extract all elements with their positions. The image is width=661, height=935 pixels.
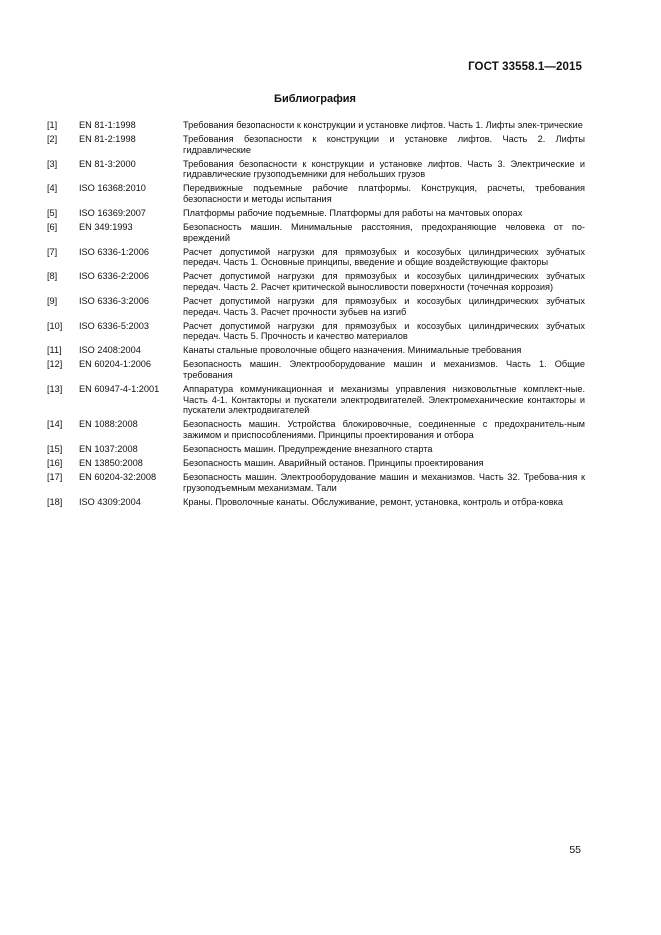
section-title: Библиография (274, 93, 356, 105)
bibliography-entry (47, 222, 585, 244)
entry-number: [9] (47, 295, 58, 306)
entry-number: [5] (47, 207, 58, 218)
bibliography-entry (47, 384, 585, 416)
entry-title: Аппаратура коммуникационная и механизмы управления низковольтные комплект-ные. Часть 4-1. Контакторы и пускатели электродвигателей. Электромеханические контакторы и пускатели электродвигателей (183, 383, 585, 416)
entry-number: [17] (47, 471, 63, 482)
entry-number: [3] (47, 158, 58, 169)
entry-title: Расчет допустимой нагрузки для прямозубых и косозубых цилиндрических зубчатых передач. Часть 2. Расчет критической выносливости поверхности (точечная коррозия) (183, 271, 585, 293)
entry-title: Расчет допустимой нагрузки для прямозубых и косозубых цилиндрических зубчатых передач. Часть 3. Расчет прочности зубьев на изгиб (183, 295, 585, 317)
bibliography-entry (47, 159, 585, 181)
entry-title: Передвижные подъемные рабочие платформы. Конструкция, расчеты, требования безопасности и методы испытания (183, 183, 585, 205)
entry-title: Расчет допустимой нагрузки для прямозубых и косозубых цилиндрических зубчатых передач. Часть 1. Основные принципы, введение и общие воздействующие факторы (183, 246, 585, 268)
entry-title: Безопасность машин. Минимальные расстояния, предохраняющие человека от по-вреждений (183, 221, 585, 243)
entry-code: ISO 2408:2004 (79, 345, 141, 356)
entry-number: [15] (47, 444, 63, 455)
bibliography-entry (47, 271, 585, 293)
entry-title: Безопасность машин. Электрооборудование машин и механизмов. Часть 1. Общие требования (183, 359, 585, 380)
entry-title: Требования безопасности к конструкции и установке лифтов. Часть 2. Лифты гидравлические (183, 133, 585, 155)
entry-number: [6] (47, 221, 58, 232)
entry-code: EN 81-3:2000 (79, 158, 136, 169)
entry-number: [16] (47, 457, 63, 468)
entry-number: [1] (47, 120, 58, 130)
entry-code: EN 60947-4-1:2001 (79, 383, 160, 394)
entry-code: EN 349:1993 (79, 221, 133, 232)
entry-number: [2] (47, 133, 58, 144)
entry-number: [8] (47, 271, 58, 282)
bibliography-entry (47, 134, 585, 156)
bibliography-entry (47, 419, 585, 441)
entry-code: ISO 6336-1:2006 (79, 246, 149, 257)
entry-code: EN 81-1:1998 (79, 120, 136, 130)
entry-code: ISO 6336-3:2006 (79, 295, 149, 306)
entry-code: EN 60204-32:2008 (79, 471, 157, 482)
page-number: 55 (569, 844, 581, 856)
bibliography-entry (47, 247, 585, 269)
entry-number: [11] (47, 345, 62, 356)
entry-number: [4] (47, 183, 58, 194)
entry-title: Безопасность машин. Предупреждение внезапного старта (183, 444, 433, 455)
entry-title: Канаты стальные проволочные общего назначения. Минимальные требования (183, 345, 522, 356)
bibliography-entry (47, 208, 585, 219)
bibliography-entry (47, 458, 585, 469)
entry-number: [14] (47, 419, 63, 430)
bibliography-entry (47, 472, 585, 494)
entry-code: EN 1088:2008 (79, 419, 138, 430)
entry-title: Платформы рабочие подъемные. Платформы для работы на мачтовых опорах (183, 207, 523, 218)
bibliography-entry (47, 183, 585, 205)
entry-number: [13] (47, 383, 63, 394)
entry-title: Безопасность машин. Электрооборудование машин и механизмов. Часть 32. Требова-ния к грузоподъемным механизмам. Тали (183, 471, 585, 493)
bibliography-entry (47, 321, 585, 343)
bibliography-list (47, 120, 585, 510)
entry-code: ISO 16369:2007 (79, 207, 146, 218)
bibliography-entry (47, 359, 585, 381)
bibliography-entry (47, 345, 585, 356)
entry-number: [10] (47, 320, 63, 331)
entry-number: [12] (47, 359, 63, 370)
entry-title: Безопасность машин. Аварийный останов. Принципы проектирования (183, 457, 484, 468)
entry-title: Безопасность машин. Устройства блокировочные, соединенные с предохранитель-ным зажимом и приспособлениями. Принципы проектирования и отбора (183, 419, 585, 441)
bibliography-entry (47, 444, 585, 455)
bibliography-entry (47, 497, 585, 508)
entry-code: ISO 6336-2:2006 (79, 271, 149, 282)
entry-title: Краны. Проволочные канаты. Обслуживание, ремонт, установка, контроль и отбра-ковка (183, 496, 563, 507)
entry-code: EN 60204-1:2006 (79, 359, 152, 370)
entry-code: ISO 16368:2010 (79, 183, 146, 194)
entry-code: EN 81-2:1998 (79, 133, 136, 144)
entry-code: EN 13850:2008 (79, 457, 143, 468)
document-header: ГОСТ 33558.1—2015 (468, 61, 582, 73)
bibliography-entry (47, 296, 585, 318)
entry-title: Расчет допустимой нагрузки для прямозубых и косозубых цилиндрических зубчатых передач. Часть 5. Прочность и качество материалов (183, 320, 585, 342)
entry-title: Требования безопасности к конструкции и установке лифтов. Часть 3. Электрические и гидравлические грузоподъемники для небольших грузов (183, 158, 585, 180)
entry-number: [18] (47, 496, 63, 507)
entry-code: ISO 4309:2004 (79, 496, 141, 507)
entry-number: [7] (47, 246, 58, 257)
bibliography-entry (47, 120, 585, 131)
entry-title: Требования безопасности к конструкции и установке лифтов. Часть 1. Лифты элек-трические (183, 120, 583, 130)
entry-code: EN 1037:2008 (79, 444, 138, 455)
entry-code: ISO 6336-5:2003 (79, 320, 149, 331)
